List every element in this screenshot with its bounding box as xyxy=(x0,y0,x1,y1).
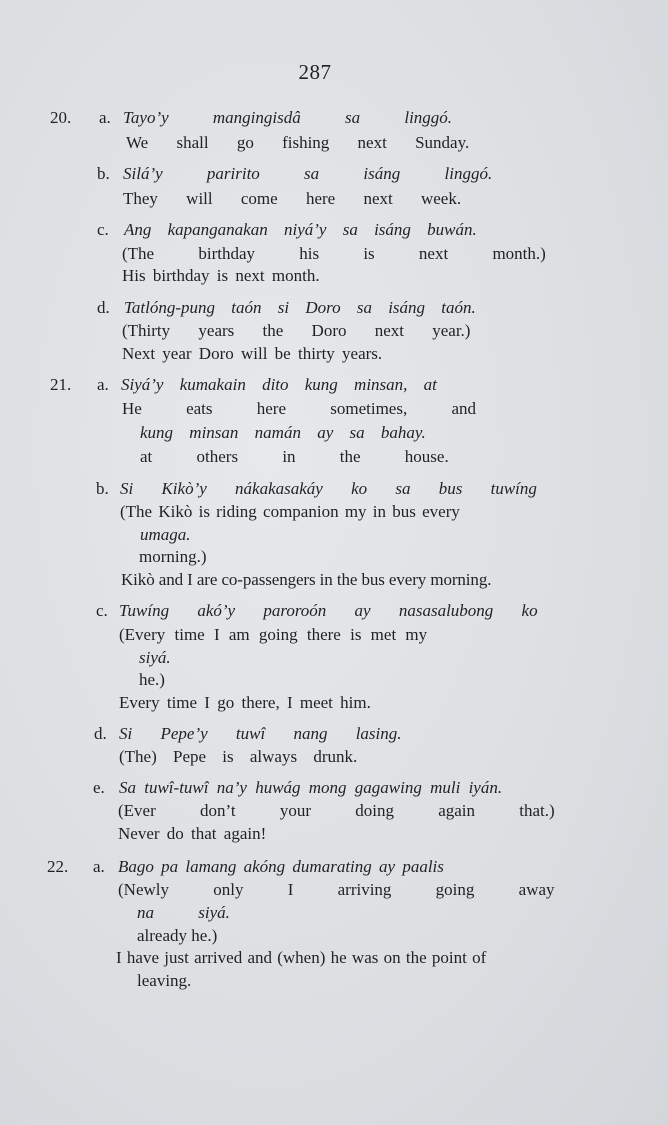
sub-letter: a. xyxy=(99,108,111,127)
translation-line: Next year Doro will be thirty years. xyxy=(122,344,383,363)
sub-letter: e. xyxy=(93,778,105,797)
filipino-line: kung minsan namán ay sa bahay. xyxy=(140,423,426,442)
item-number: 22. xyxy=(47,857,69,876)
literal-line: morning.) xyxy=(139,547,207,566)
literal-line: (The birthday his is next month.) xyxy=(122,244,546,263)
sub-letter: c. xyxy=(97,220,109,239)
filipino-line: Sa tuwî-tuwî na’y huwág mong gagawing muli iyán. xyxy=(119,778,503,797)
literal-line: (Newly only I arriving going away xyxy=(118,880,555,899)
translation-line: Every time I go there, I meet him. xyxy=(119,693,371,712)
sub-letter: b. xyxy=(97,164,110,183)
filipino-line: Bago pa lamang akóng dumarating ay paalis xyxy=(118,857,444,876)
item-number: 20. xyxy=(50,108,72,127)
filipino-line: Tatlóng-pung taón si Doro sa isáng taón. xyxy=(124,298,476,317)
sub-letter: c. xyxy=(96,601,108,620)
filipino-line: Si Kikò’y nákakasakáy ko sa bus tuwíng xyxy=(120,479,537,498)
literal-line: (Thirty years the Doro next year.) xyxy=(122,321,471,340)
translation-line: leaving. xyxy=(137,971,192,990)
translation-line: Never do that again! xyxy=(118,824,267,843)
translation-line: They will come here next week. xyxy=(123,189,462,208)
filipino-line: Tayo’y mangingisdâ sa linggó. xyxy=(123,108,453,127)
translation-line: His birthday is next month. xyxy=(122,266,320,285)
filipino-line: Si Pepe’y tuwî nang lasing. xyxy=(119,724,402,743)
page-number: 287 xyxy=(298,60,332,84)
filipino-line: Silá’y paririto sa isáng linggó. xyxy=(123,164,493,183)
literal-line: already he.) xyxy=(137,926,218,945)
sub-letter: b. xyxy=(96,479,109,498)
literal-line: (The Kikò is riding companion my in bus every xyxy=(120,502,460,521)
filipino-line: umaga. xyxy=(140,525,191,544)
filipino-line: siyá. xyxy=(139,648,171,667)
literal-line: (Every time I am going there is met my xyxy=(119,625,428,644)
translation-line: Kikò and I are co-passengers in the bus every morning. xyxy=(121,570,492,589)
filipino-line: Ang kapanganakan niyá’y sa isáng buwán. xyxy=(124,220,477,239)
filipino-line: Siyá’y kumakain dito kung minsan, at xyxy=(121,375,437,394)
literal-line: (Ever don’t your doing again that.) xyxy=(118,801,555,820)
sub-letter: a. xyxy=(93,857,105,876)
literal-line: he.) xyxy=(139,670,165,689)
filipino-line: Tuwíng akó’y paroroón ay nasasalubong ko xyxy=(119,601,538,620)
item-number: 21. xyxy=(50,375,72,394)
translation-line: We shall go fishing next Sunday. xyxy=(126,133,470,152)
sub-letter: d. xyxy=(97,298,110,317)
literal-line: He eats here sometimes, and xyxy=(122,399,477,418)
sub-letter: a. xyxy=(97,375,109,394)
translation-line: I have just arrived and (when) he was on the point of xyxy=(116,948,487,967)
literal-line: at others in the house. xyxy=(140,447,449,466)
filipino-line: na siyá. xyxy=(137,903,230,922)
literal-line: (The) Pepe is always drunk. xyxy=(119,747,358,766)
sub-letter: d. xyxy=(94,724,107,743)
